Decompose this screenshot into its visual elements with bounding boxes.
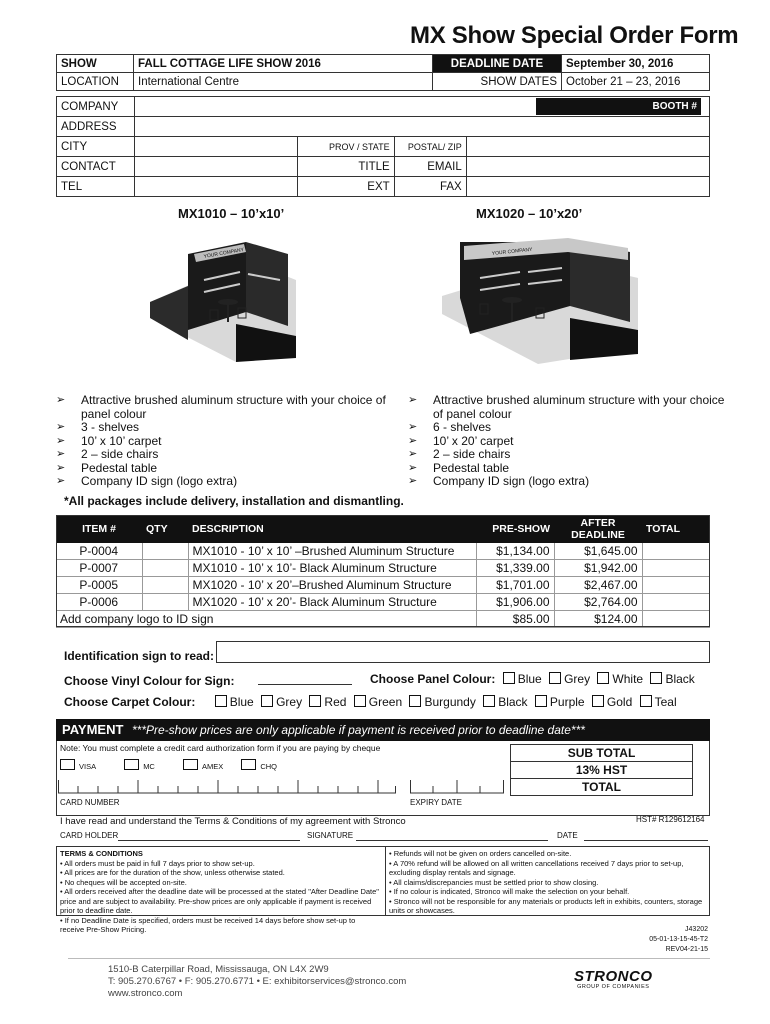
- col-item: ITEM #: [56, 515, 142, 543]
- id-sign-input[interactable]: [216, 641, 710, 663]
- booth-10x10-image: [148, 240, 298, 365]
- expiry-date-input[interactable]: [410, 778, 506, 794]
- signature-label: SIGNATURE: [307, 831, 354, 840]
- stronco-logo: STRONCO GROUP OF COMPANIES: [574, 968, 653, 990]
- booth-label: BOOTH #: [536, 98, 701, 115]
- feature-item: ➢ 10’ x 10’ carpet: [56, 435, 386, 449]
- panel-grey-checkbox[interactable]: [549, 672, 561, 684]
- subtotal-label: SUB TOTAL: [511, 745, 693, 762]
- terms-item: • Stronco will not be responsible for any materials or products left in exhibits, counters, storage units or showcases.: [389, 896, 703, 915]
- booth-10x20-image: [440, 238, 640, 368]
- feature-item: ➢ Company ID sign (logo extra): [56, 475, 386, 489]
- packages-note: *All packages include delivery, installation and dismantling.: [64, 494, 404, 508]
- payment-label: PAYMENT: [62, 722, 124, 737]
- total-input[interactable]: [642, 611, 710, 628]
- vinyl-label: Choose Vinyl Colour for Sign:: [64, 674, 235, 688]
- location-label: LOCATION: [57, 73, 134, 91]
- table-row: P-0004 MX1010 - 10’ x 10’ –Brushed Aluminum Structure $1,134.00 $1,645.00: [56, 543, 710, 560]
- feature-item: ➢ 3 - shelves: [56, 421, 386, 435]
- carpet-teal-checkbox[interactable]: [640, 695, 652, 707]
- show-label: SHOW: [57, 55, 134, 73]
- total-input[interactable]: [642, 594, 710, 611]
- booth-2-sign-text: YOUR COMPANY: [491, 246, 533, 257]
- feature-item: ➢ Pedestal table: [56, 462, 386, 476]
- carpet-black-checkbox[interactable]: [483, 695, 495, 707]
- city-field[interactable]: [134, 137, 298, 157]
- form-title: MX Show Special Order Form: [410, 22, 739, 49]
- table-header-row: [56, 515, 710, 543]
- card-holder-label: CARD HOLDER: [60, 831, 119, 840]
- terms-item: • All prices are for the duration of the show, unless otherwise stated.: [60, 868, 285, 877]
- company-field[interactable]: [134, 97, 466, 117]
- terms-item: • A 70% refund will be allowed on all written cancellations received 7 days prior to set-up, excluding display rentals and signage.: [389, 858, 684, 877]
- package-2-features: [408, 394, 728, 489]
- id-sign-label: Identification sign to read:: [64, 649, 215, 663]
- feature-item: ➢ Attractive brushed aluminum structure with your choice of panel colour: [56, 394, 386, 421]
- ext-label: EXT: [298, 177, 394, 197]
- terms-box: [56, 846, 710, 934]
- terms-item: • No cheques will be accepted on-site.: [60, 877, 187, 887]
- terms-item: • If no Deadline Date is specified, orders must be received 14 days before show set-up to receive Pre-Show Pricing.: [60, 915, 356, 934]
- fax-field[interactable]: [466, 177, 709, 197]
- col-qty: QTY: [142, 515, 188, 543]
- tel-label: TEL: [57, 177, 135, 197]
- chq-checkbox[interactable]: [241, 759, 256, 770]
- title-label: TITLE: [298, 157, 394, 177]
- table-row: P-0005 MX1020 - 10’ x 20’–Brushed Aluminum Structure $1,701.00 $2,467.00: [56, 577, 710, 594]
- feature-item: ➢ Pedestal table: [408, 462, 728, 476]
- terms-item: • Refunds will not be given on orders cancelled on-site.: [389, 849, 572, 858]
- address-field[interactable]: [134, 117, 709, 137]
- totals-table: [510, 744, 693, 796]
- panel-black-checkbox[interactable]: [650, 672, 662, 684]
- table-row: P-0007 MX1010 - 10’ x 10’- Black Aluminum Structure $1,339.00 $1,942.00: [56, 560, 710, 577]
- panel-label: Choose Panel Colour:: [370, 672, 496, 686]
- col-preshow: PRE-SHOW: [476, 515, 554, 543]
- footer-phones: T: 905.270.6767 • F: 905.270.6771 • E: exhibitorservices@stronco.com: [108, 976, 407, 987]
- feature-item: ➢ Attractive brushed aluminum structure with your choice of panel colour: [408, 394, 728, 421]
- table-row: Add company logo to ID sign $85.00 $124.00: [56, 611, 710, 628]
- fax-label: FAX: [394, 177, 466, 197]
- total-label: TOTAL: [511, 779, 693, 796]
- vinyl-input[interactable]: [258, 684, 352, 685]
- col-after: AFTER DEADLINE: [554, 515, 642, 543]
- address-label: ADDRESS: [57, 117, 135, 137]
- visa-checkbox[interactable]: [60, 759, 75, 770]
- carpet-label: Choose Carpet Colour:: [64, 695, 196, 709]
- feature-item: ➢ 2 – side chairs: [56, 448, 386, 462]
- col-total: TOTAL: [642, 515, 710, 543]
- carpet-grey-checkbox[interactable]: [261, 695, 273, 707]
- tel-field[interactable]: [134, 177, 298, 197]
- package-1-title: MX1010 – 10’x10’: [178, 206, 285, 221]
- payment-banner: [56, 719, 710, 741]
- date-input[interactable]: [584, 840, 708, 841]
- payment-note: ***Pre-show prices are only applicable if payment is received prior to deadline date***: [132, 723, 585, 737]
- carpet-blue-checkbox[interactable]: [215, 695, 227, 707]
- qty-input[interactable]: [142, 594, 188, 611]
- booth-1-sign-text: YOUR COMPANY: [203, 246, 245, 260]
- show-info-table: [56, 54, 710, 91]
- deadline-value: September 30, 2016: [562, 55, 710, 73]
- qty-input[interactable]: [142, 543, 188, 560]
- footer-divider: [68, 958, 710, 959]
- form-codes: J43202 05-01-13-15-45-T2 REV04-21-15: [649, 926, 708, 953]
- qty-input[interactable]: [142, 560, 188, 577]
- expiry-label: EXPIRY DATE: [410, 798, 463, 807]
- table-row: P-0006 MX1020 - 10’ x 20’- Black Aluminum Structure $1,906.00 $2,764.00: [56, 594, 710, 611]
- company-label: COMPANY: [57, 97, 135, 117]
- footer-address: 1510-B Caterpillar Road, Mississauga, ON L4X 2W9: [108, 964, 329, 975]
- carpet-red-checkbox[interactable]: [309, 695, 321, 707]
- contact-label: CONTACT: [57, 157, 135, 177]
- contact-table: [56, 96, 710, 197]
- email-label: EMAIL: [394, 157, 466, 177]
- panel-blue-checkbox[interactable]: [503, 672, 515, 684]
- payment-methods: VISA MC AMEX CHQ: [58, 759, 277, 771]
- agree-text: I have read and understand the Terms & Conditions of my agreement with Stronco: [60, 816, 406, 827]
- terms-item: • All claims/discrepancies must be settled prior to show closing.: [389, 877, 599, 887]
- terms-item: • All orders must be paid in full 7 days prior to show set-up.: [60, 858, 255, 868]
- contact-field[interactable]: [134, 157, 298, 177]
- package-1-features: [56, 394, 386, 489]
- carpet-gold-checkbox[interactable]: [592, 695, 604, 707]
- feature-item: ➢ 2 – side chairs: [408, 448, 728, 462]
- card-number-input[interactable]: [58, 778, 398, 794]
- feature-item: ➢ 10’ x 20’ carpet: [408, 435, 728, 449]
- total-input[interactable]: [642, 543, 710, 560]
- terms-item: • If no colour is indicated, Stronco will make the selection on your behalf.: [389, 887, 630, 896]
- carpet-purple-checkbox[interactable]: [535, 695, 547, 707]
- showdates-value: October 21 – 23, 2016: [562, 73, 710, 91]
- carpet-burgundy-checkbox[interactable]: [409, 695, 421, 707]
- date-label: DATE: [557, 831, 578, 840]
- col-desc: DESCRIPTION: [188, 515, 476, 543]
- panel-white-checkbox[interactable]: [597, 672, 609, 684]
- carpet-green-checkbox[interactable]: [354, 695, 366, 707]
- postal-field[interactable]: [466, 137, 709, 157]
- card-number-label: CARD NUMBER: [60, 798, 120, 807]
- qty-input[interactable]: [142, 577, 188, 594]
- hst-label: 13% HST: [511, 762, 693, 779]
- signature-input[interactable]: [356, 840, 548, 841]
- postal-label: POSTAL/ ZIP: [394, 137, 466, 157]
- showdates-label: SHOW DATES: [433, 73, 562, 91]
- hst-number: HST# R129612164: [636, 815, 705, 824]
- terms-right: [389, 849, 705, 916]
- amex-checkbox[interactable]: [183, 759, 198, 770]
- package-2-title: MX1020 – 10’x20’: [476, 206, 583, 221]
- total-input[interactable]: [642, 577, 710, 594]
- footer-web: www.stronco.com: [108, 988, 183, 999]
- show-value: FALL COTTAGE LIFE SHOW 2016: [134, 55, 433, 73]
- terms-item: • All orders received after the deadline date will be processed at the stated "After Deadline Date" price and are subject to availability. Pre-show prices are only applicable if payment is received prior to deadline date.: [60, 887, 379, 915]
- prov-label: PROV / STATE: [298, 137, 394, 157]
- feature-item: ➢ Company ID sign (logo extra): [408, 475, 728, 489]
- card-holder-input[interactable]: [118, 840, 300, 841]
- deadline-label: DEADLINE DATE: [433, 55, 562, 73]
- panel-colour-group: Choose Panel Colour: Blue Grey White Black: [370, 672, 695, 686]
- location-value: International Centre: [134, 73, 433, 91]
- email-field[interactable]: [466, 157, 709, 177]
- carpet-colour-group: Choose Carpet Colour: Blue Grey Red Green Burgundy Black Purple Gold Teal: [64, 695, 677, 709]
- feature-item: ➢ 6 - shelves: [408, 421, 728, 435]
- city-label: CITY: [57, 137, 135, 157]
- footer-contact: [108, 964, 406, 1000]
- cc-note: Note: You must complete a credit card authorization form if you are paying by cheque: [60, 743, 381, 753]
- mc-checkbox[interactable]: [124, 759, 139, 770]
- terms-left: [60, 849, 380, 935]
- order-items-table: [56, 515, 710, 628]
- terms-heading: TERMS & CONDITIONS: [60, 849, 143, 858]
- total-input[interactable]: [642, 560, 710, 577]
